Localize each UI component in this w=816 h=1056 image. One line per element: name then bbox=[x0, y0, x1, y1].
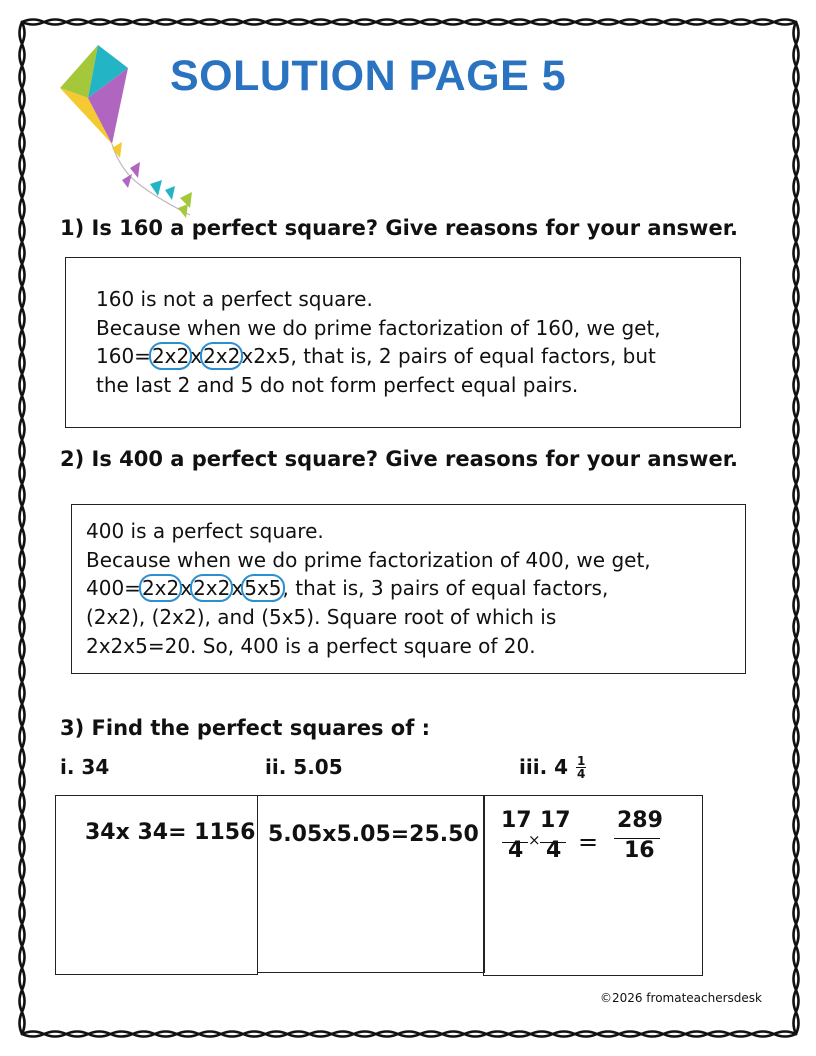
answer-1-line: the last 2 and 5 do not form perfect equal pairs. bbox=[96, 373, 579, 398]
part-i-label: i. 34 bbox=[60, 755, 110, 779]
fraction-denominator: 4 bbox=[577, 767, 586, 781]
copyright-footer: ©2026 fromateachersdesk bbox=[599, 991, 762, 1005]
answer-3iii-num1: 17 bbox=[501, 808, 532, 833]
answer-box-2 bbox=[71, 504, 746, 674]
answer-box-3iii bbox=[483, 795, 703, 976]
answer-3iii-den2: 4 bbox=[546, 838, 562, 863]
answer-2-line: (2x2), (2x2), and (5x5). Square root of which is bbox=[86, 605, 557, 630]
answer-box-3ii bbox=[257, 795, 485, 973]
answer-2-line: 400=2x2x2x2x5x5, that is, 3 pairs of equal factors, bbox=[86, 576, 609, 601]
factor-pair-circle: 2x2 bbox=[139, 574, 182, 602]
answer-1-line: 160 is not a perfect square. bbox=[96, 287, 373, 311]
question-1: 1) Is 160 a perfect square? Give reasons for your answer. bbox=[60, 216, 739, 240]
question-3: 3) Find the perfect squares of : bbox=[60, 716, 431, 740]
question-2: 2) Is 400 a perfect square? Give reasons for your answer. bbox=[60, 447, 739, 471]
factor-pair-circle: 2x2 bbox=[200, 342, 243, 370]
factor-pair-circle: 5x5 bbox=[241, 574, 284, 602]
page-title: SOLUTION PAGE 5 bbox=[170, 52, 567, 100]
answer-3ii: 5.05x5.05=25.50 bbox=[268, 822, 479, 847]
answer-3iii-num2: 17 bbox=[540, 808, 571, 833]
answer-box-1 bbox=[65, 257, 741, 428]
fraction-numerator: 1 bbox=[577, 754, 586, 768]
answer-3iii-result-den: 16 bbox=[624, 838, 655, 863]
answer-box-3i bbox=[55, 795, 258, 975]
part-iii-label: iii. 4 $\frac{1}{4}$ bbox=[519, 754, 586, 781]
answer-3iii-den1: 4 bbox=[508, 838, 524, 863]
answer-2-line: 400 is a perfect square. bbox=[86, 519, 324, 543]
part-ii-label: ii. 5.05 bbox=[265, 755, 343, 779]
answer-3i: 34x 34= 1156 bbox=[85, 820, 256, 845]
equals-sign: = bbox=[578, 828, 599, 856]
times-sign: × bbox=[528, 831, 541, 849]
factor-pair-circle: 2x2 bbox=[190, 574, 233, 602]
factor-pair-circle: 2x2 bbox=[149, 342, 192, 370]
answer-2-line: Because when we do prime factorization of 400, we get, bbox=[86, 547, 651, 572]
answer-1-line: Because when we do prime factorization of 160, we get, bbox=[96, 315, 661, 340]
answer-1-line: 160=2x2x2x2x2x5, that is, 2 pairs of equal factors, but bbox=[96, 344, 656, 369]
answer-2-line: 2x2x5=20. So, 400 is a perfect square of 20. bbox=[86, 633, 536, 658]
answer-3iii-result-num: 289 bbox=[617, 808, 663, 833]
